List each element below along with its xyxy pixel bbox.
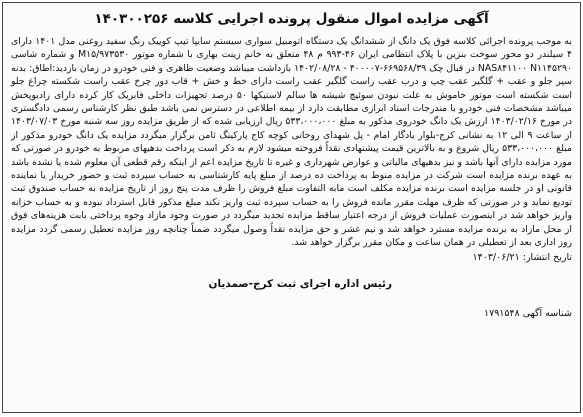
publication-date: تاریخ انتشار: ۱۴۰۳/۰۶/۲۱: [472, 251, 572, 263]
signer-name: رئیس اداره اجرای ثبت کرج-صمدیان: [208, 277, 392, 290]
notice-id: شناسه آگهی ۱۷۹۱۵۴۸: [484, 307, 572, 319]
notice-footer: [11, 250, 572, 330]
notice-body: به موجب پرونده اجرائی کلاسه فوق یک دانگ از ششدانگ یک دستگاه اتومبیل سواری سیستم سایپا تیپ کوییک رنگ سفید روغنی مدل ۱۴۰۱ دارای ۴ سیلندر دو محور سوخت بنزین با پلاک انتظامی ایران ۴۶-۹۹۳ م ۴۸ متعلق به خانم زینت بهاری با شماره موتور M۱۵/۹۷۳۵۳۰ و شماره شاسی NAS۸۴۱۱۰۰ N۱۱۴۵۲۹۰ در قبال چک ۶۶۹۵۶۸/۳۹-۴۰۰۰۰۷ - ۱۴۰۲/۰۸/۲۸ بازداشت میباشد وضعیت ظاهری و فنی خودرو در زمان بازدید:اطاق: بدنه سپر جلو و عقب + گلگیر عقب چپ و درب عقب راست گلگیر عقب راست دارای خط و خش + قاب دور چرخ عقب راست شکسته چراغ جلو است شکسته است موتور خاموش به علت نبودن سوئیچ شیشه ها سالم لاستیکها ۵۰ درصد تجهیزات داخلی فابریک کار کرده دارای رادیوپخش میباشد مشخصات فنی خودرو با مندرجات اسناد ابرازی مطابقت دارد از بیمه اطلاعی در دسترس نمی باشد طبق نظر کارشناس رسمی دادگستری در مورخ ۱۴۰۳/۰۲/۱۶ ارزش یک دانگ خودروی مذکور به مبلغ ۵۳۳،۰۰۰،۰۰۰ ریال ارزیابی شده که از طریق مزایده روز سه شنبه مورخ ۱۴۰۳/۰۷/۰۳ از ساعت ۹ الی ۱۲ به نشانی کرج-بلوار یادگار امام - پل شهدای روحانی کوچه کاج پارکینگ ثامن برگزار میگردد مزایده یک دانگ خودرو مذکور از مبلغ ۵۳۳،۰۰۰،۰۰۰ ریال شروع و به بالاترین قیمت پیشنهادی نقداً فروخته میشود لازم به ذکر است پرداخت بدهیهای مربوط به خودرو در صورتی که مورد مزایده دارای آنها باشد و نیز بدهیهای مالیاتی و عوارض شهرداری و غیره تا تاریخ مزایده اعم از اینکه رقم قطعی آن معلوم شده یا نشده باشد به عهده برنده مزایده است شرکت در مزایده منوط به پرداخت ده درصد از مبلغ پایه کارشناسی به حساب سپرده ثبت و حضور خریدار یا نماینده قانونی او در جلسه مزایده است برنده مزایده مکلف است مابه التفاوت مبلغ فروش را ظرف مدت پنج روز از تاریخ مزایده به حساب صندوق ثبت تودیع نماید و در صورتی که ظرف مهلت مقرر مانده فروش را به حساب سپرده ثبت واریز نکند مبلغ مذکور قابل استرداد نبوده و به حساب خزانه واریز خواهد شد در اینصورت عملیات فروش از درجه اعتبار ساقط مزایده تجدید میگردد در صورت وجود مازاد وجوه پرداختی بابت هزینه‌های فوق از محل مازاد به برنده مزایده مسترد خواهد شد و نیم عشر و حق مزایده نقداً وصول میگردد ضمناً چنانچه روز مزایده تعطیل رسمی گردد مزایده روز اداری بعد از تعطیلی در همان ساعت و مکان مقرر برگزار خواهد شد.: [11, 36, 573, 249]
auction-notice: [2, 2, 581, 413]
notice-title: آگهی مزایده اموال منقول پرونده اجرایی کلاسه ۱۴۰۳۰۰۲۵۶: [94, 11, 489, 27]
